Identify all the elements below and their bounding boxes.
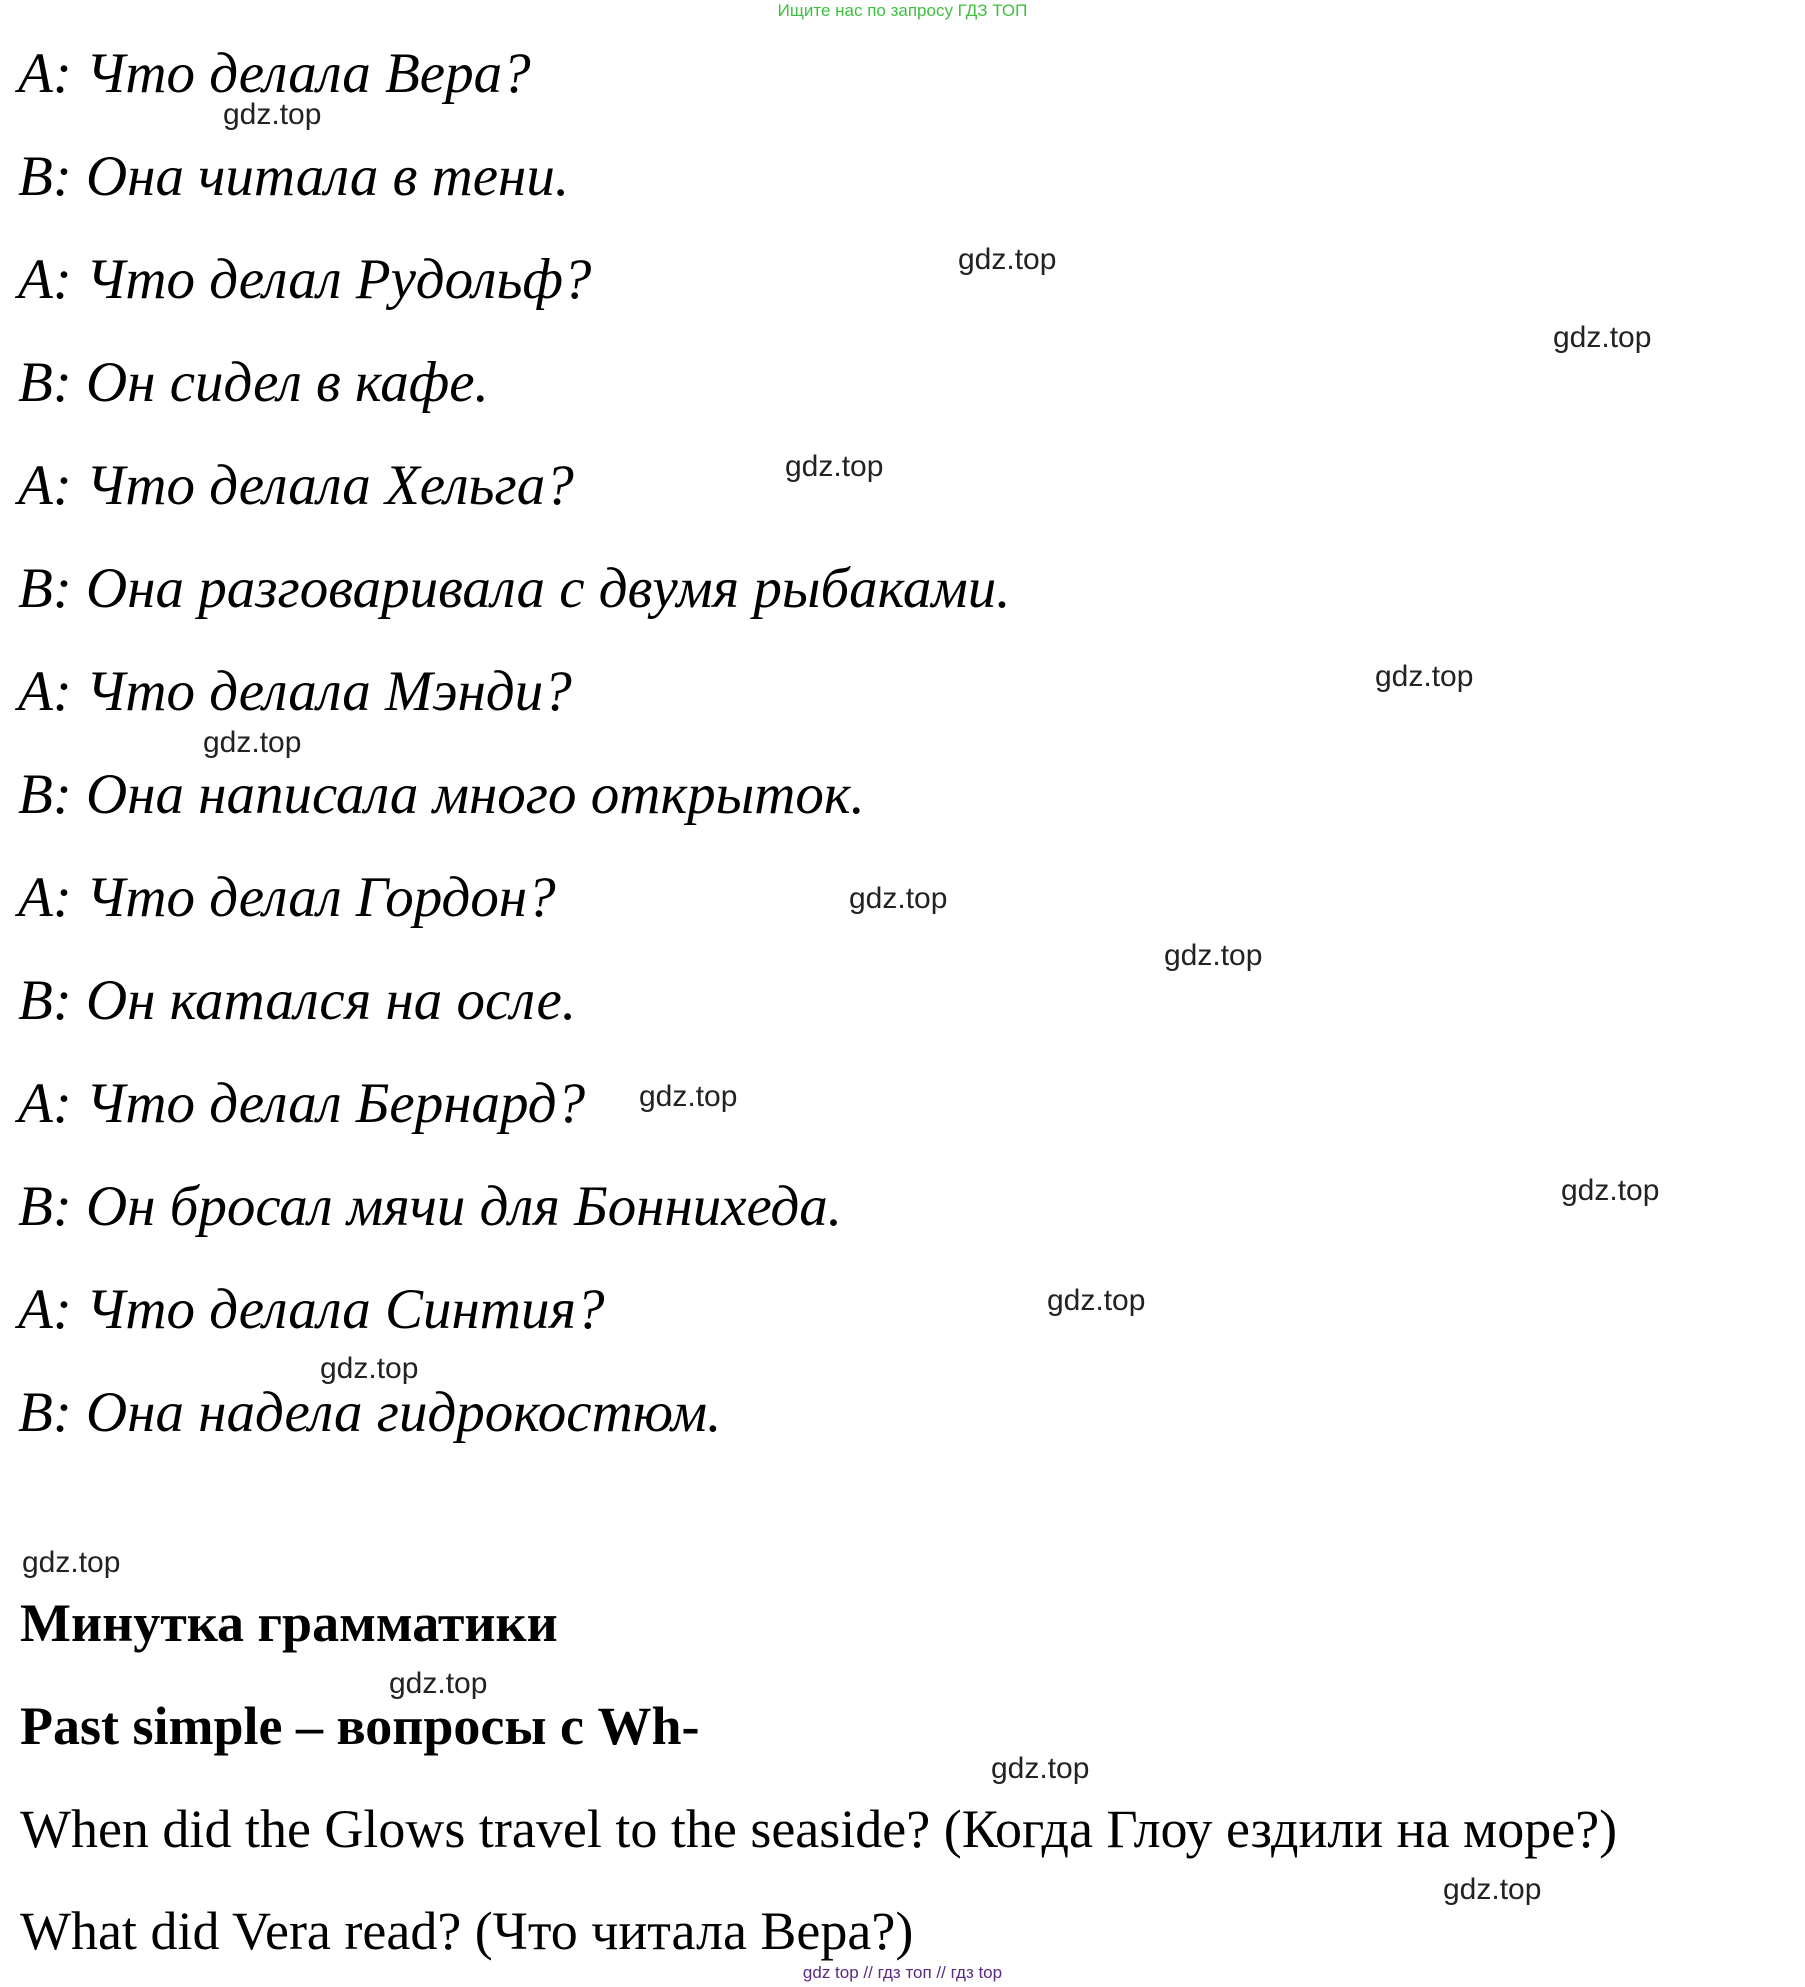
watermark: gdz.top: [1047, 1284, 1146, 1317]
watermark: gdz.top: [1553, 321, 1652, 354]
dialogue-line-10: B: Он катался на осле.: [18, 969, 577, 1032]
dialogue-line-6: B: Она разговаривала с двумя рыбаками.: [18, 557, 1011, 620]
watermark: gdz.top: [1164, 939, 1263, 972]
watermark: gdz.top: [1561, 1174, 1660, 1207]
watermark: gdz.top: [389, 1667, 488, 1700]
watermark: gdz.top: [1375, 660, 1474, 693]
watermark: gdz.top: [203, 726, 302, 759]
watermark: gdz.top: [849, 882, 948, 915]
dialogue-line-1: A: Что делала Вера?: [18, 42, 531, 105]
watermark: gdz.top: [1443, 1873, 1542, 1906]
grammar-title: Минутка грамматики: [20, 1593, 558, 1653]
top-banner: Ищите нас по запросу ГДЗ ТОП: [777, 1, 1028, 20]
footer-watermark: gdz top // гдз топ // гдз top: [802, 1963, 1003, 1982]
dialogue-line-12: B: Он бросал мячи для Боннихеда.: [18, 1175, 843, 1238]
dialogue-line-4: B: Он сидел в кафе.: [18, 351, 489, 414]
watermark: gdz.top: [639, 1080, 738, 1113]
dialogue-line-7: A: Что делала Мэнди?: [18, 660, 572, 723]
watermark: gdz.top: [320, 1352, 419, 1385]
watermark: gdz.top: [991, 1752, 1090, 1785]
dialogue-line-8: B: Она написала много открыток.: [18, 763, 865, 826]
grammar-subtitle: Past simple – вопросы с Wh-: [20, 1696, 700, 1756]
watermark: gdz.top: [785, 450, 884, 483]
dialogue-line-14: B: Она надела гидрокостюм.: [18, 1381, 722, 1444]
grammar-example-2: What did Vera read? (Что читала Вера?): [20, 1901, 914, 1961]
grammar-example-1: When did the Glows travel to the seaside? (Когда Глоу ездили на море?): [20, 1799, 1618, 1859]
watermark: gdz.top: [22, 1546, 121, 1579]
dialogue-line-11: A: Что делал Бернард?: [18, 1072, 586, 1135]
watermark: gdz.top: [958, 243, 1057, 276]
dialogue-line-5: A: Что делала Хельга?: [18, 454, 574, 517]
dialogue-line-3: A: Что делал Рудольф?: [18, 248, 592, 311]
dialogue-line-9: A: Что делал Гордон?: [18, 866, 556, 929]
watermark: gdz.top: [223, 98, 322, 131]
dialogue-line-2: B: Она читала в тени.: [18, 145, 570, 208]
dialogue-line-13: A: Что делала Синтия?: [18, 1278, 605, 1341]
